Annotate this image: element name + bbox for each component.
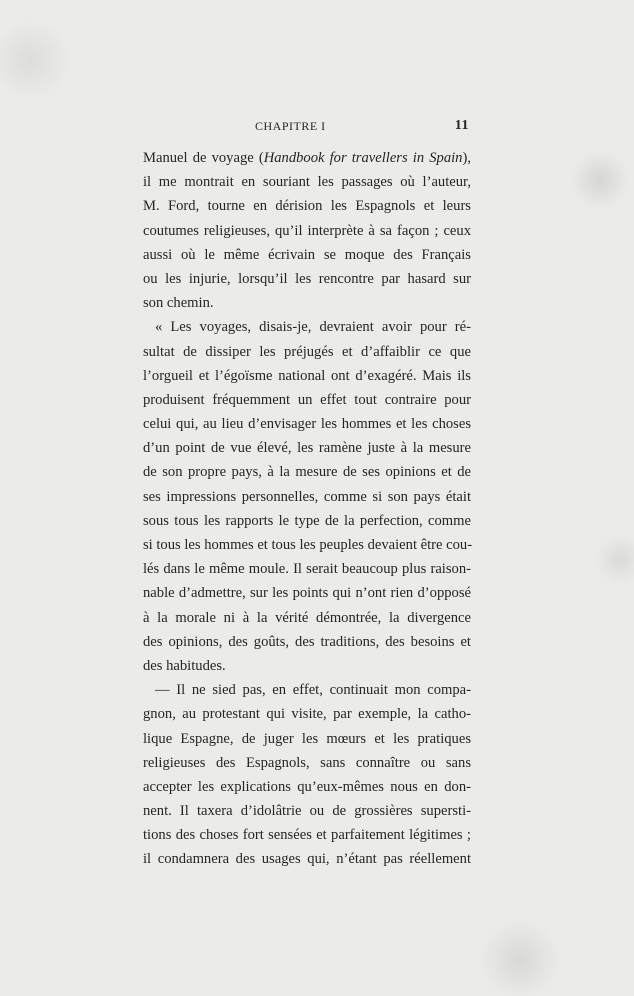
text-segment: Manuel de voyage ( <box>143 150 264 166</box>
text-line: nent. Il taxera d’idolâtrie ou de grossières supersti- <box>143 803 471 820</box>
text-line: sous tous les rapports le type de la perfection, comme <box>143 512 471 529</box>
text-line: coutumes religieuses, qu’il interprète à sa façon ; ceux <box>143 222 471 239</box>
text-line: M. Ford, tourne en dérision les Espagnols et leurs <box>143 198 471 215</box>
text-line <box>143 146 471 170</box>
text-line: d’un point de vue élevé, les ramène juste à la mesure <box>143 440 471 457</box>
text-line: ses impressions personnelles, comme si son pays était <box>143 488 471 505</box>
text-line: des opinions, des goûts, des traditions, des besoins et <box>143 633 471 650</box>
body-text <box>143 146 471 872</box>
text-line: accepter les explications qu’eux-mêmes nous en don- <box>143 778 471 795</box>
text-line: — Il ne sied pas, en effet, continuait mon compa- <box>155 682 471 699</box>
text-line: à la morale ni à la vérité démontrée, la divergence <box>143 609 471 626</box>
text-line: lique Espagne, de juger les mœurs et les pratiques <box>143 730 471 747</box>
book-title-italic: Handbook for travellers in Spain <box>263 150 463 166</box>
text-line: sultat de dissiper les préjugés et d’affaiblir ce que <box>143 343 471 360</box>
text-line: son chemin. <box>143 295 214 312</box>
page-number: 11 <box>454 118 469 133</box>
text-line: « Les voyages, disais-je, devraient avoir pour ré- <box>155 319 471 336</box>
text-line: aussi où le même écrivain se moque des Français <box>143 246 471 263</box>
text-line: il condamnera des usages qui, n’étant pas réellement <box>143 851 471 868</box>
text-line: ou les injurie, lorsqu’il les rencontre par hasard sur <box>143 270 471 287</box>
text-segment: ), <box>462 150 471 166</box>
text-line: l’orgueil et l’égoïsme national ont d’exagéré. Mais ils <box>143 367 471 384</box>
text-line: des habitudes. <box>143 657 226 674</box>
text-line: il me montrait en souriant les passages où l’auteur, <box>143 174 471 191</box>
text-line: tions des choses fort sensées et parfaitement légitimes ; <box>143 827 471 844</box>
text-line: produisent fréquemment un effet tout contraire pour <box>143 391 471 408</box>
text-line: si tous les hommes et tous les peuples devaient être cou- <box>143 537 473 553</box>
text-line: lés dans le même moule. Il serait beaucoup plus raison- <box>143 561 471 578</box>
text-line: gnon, au protestant qui visite, par exemple, la catho- <box>143 706 471 723</box>
text-line: religieuses des Espagnols, sans connaître ou sans <box>143 754 471 771</box>
text-line: de son propre pays, à la mesure de ses opinions et de <box>143 464 471 481</box>
chapter-title: CHAPITRE I <box>255 119 326 133</box>
running-header <box>143 119 471 137</box>
text-line: nable d’admettre, sur les points qui n’ont rien d’opposé <box>143 585 471 602</box>
text-line: celui qui, au lieu d’envisager les hommes et les choses <box>143 416 471 433</box>
